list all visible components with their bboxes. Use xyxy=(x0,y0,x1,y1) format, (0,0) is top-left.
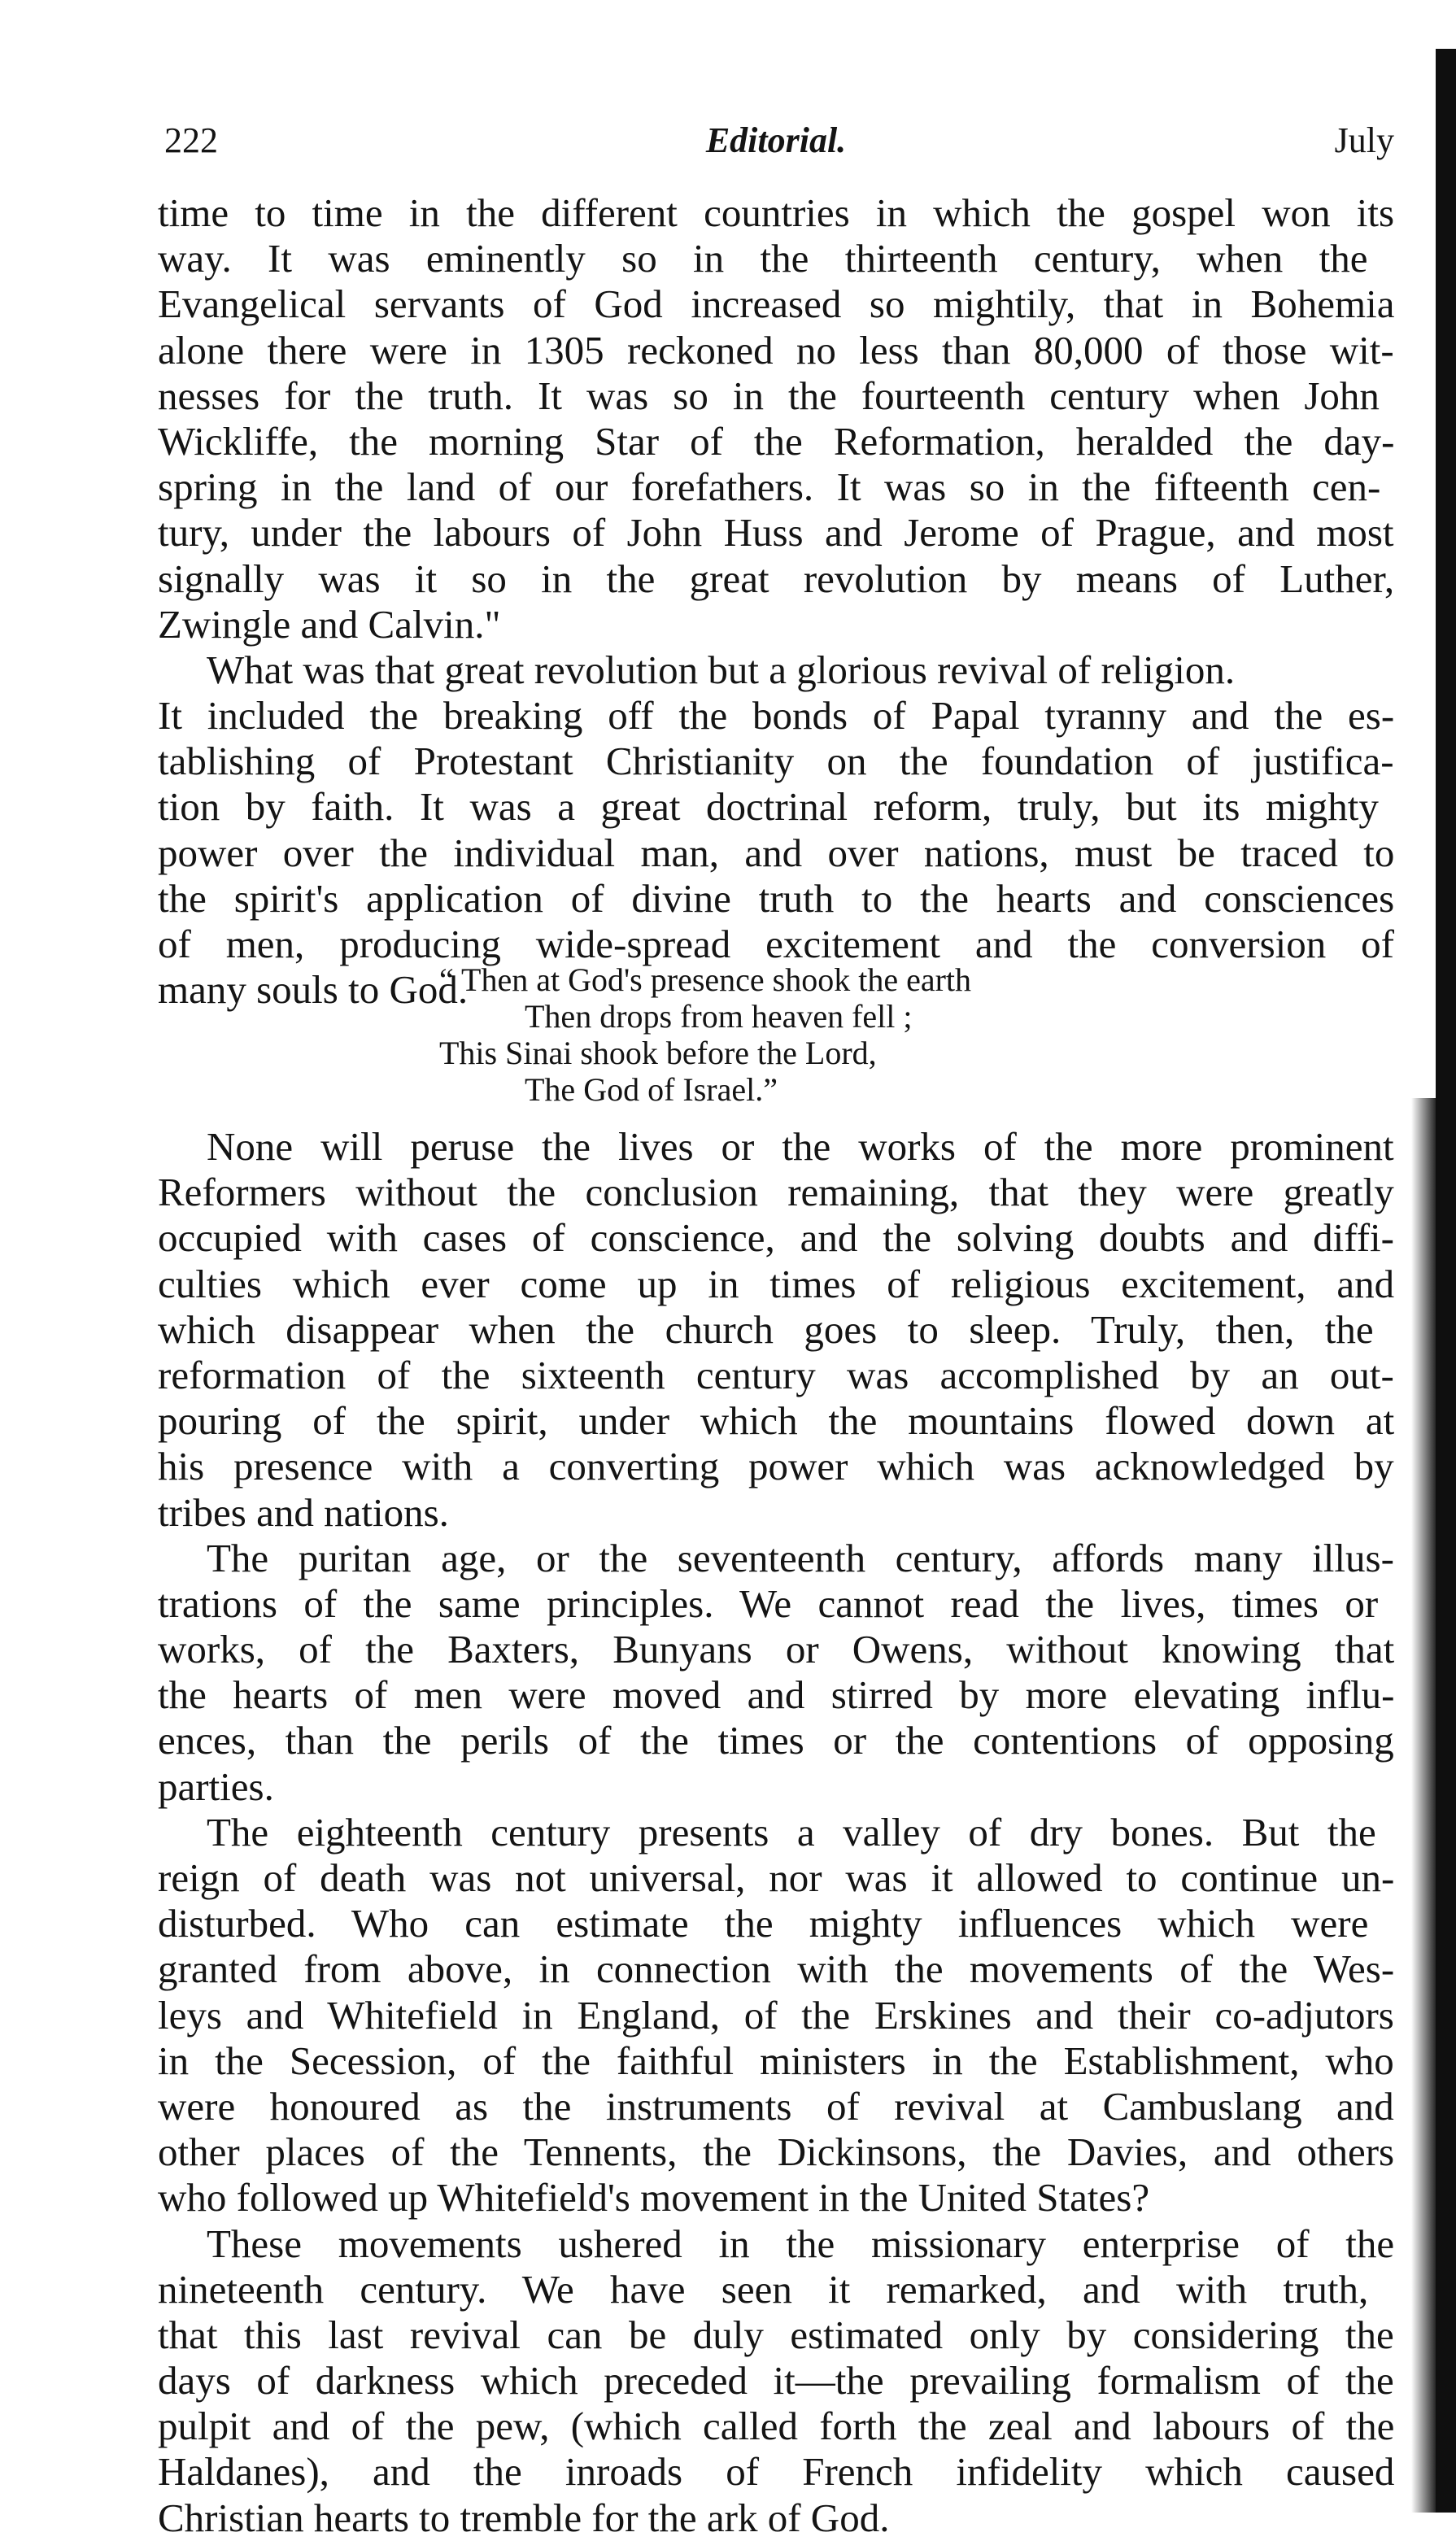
text-line: time to time in the different countries in which the gospel won its xyxy=(158,190,1395,235)
page-number: 222 xyxy=(164,120,218,160)
text-line: tury, under the labours of John Huss and Jerome of Prague, and most xyxy=(158,510,1394,556)
text-line: disturbed. Who can estimate the mighty influences which were xyxy=(158,1901,1369,1946)
page-edge-shadow xyxy=(1411,1098,1436,2513)
text-line: tribes and nations. xyxy=(158,1489,449,1535)
body-text xyxy=(158,190,1394,1013)
text-line: way. It was eminently so in the thirteenth century, when the xyxy=(158,236,1368,281)
paragraph-3 xyxy=(158,1124,1394,1536)
paragraph-2 xyxy=(158,647,1394,693)
text-line: who followed up Whitefield's movement in the United States? xyxy=(158,2175,1150,2221)
verse-line: The God of Israel.” xyxy=(525,1071,778,1108)
text-line: were honoured as the instruments of revival at Cambuslang and xyxy=(158,2083,1394,2129)
text-line: culties which ever come up in times of religious excitement, and xyxy=(158,1261,1395,1306)
text-line: Christian hearts to tremble for the ark of God. xyxy=(158,2495,890,2540)
text-line: alone there were in 1305 reckoned no less than 80,000 of those wit- xyxy=(158,327,1394,373)
text-line: These movements ushered in the missionary enterprise of the xyxy=(207,2221,1395,2266)
text-line: The eighteenth century presents a valley of dry bones. But the xyxy=(207,1809,1376,1855)
text-line: Zwingle and Calvin." xyxy=(158,601,501,647)
text-line: that this last revival can be duly estimated only by considering the xyxy=(158,2312,1394,2357)
text-line: tion by faith. It was a great doctrinal reform, truly, but its mighty xyxy=(158,784,1379,830)
text-line: pouring of the spirit, under which the mountains flowed down at xyxy=(158,1398,1395,1444)
text-line: What was that great revolution but a glorious revival of religion. xyxy=(207,647,1236,692)
text-line: power over the individual man, and over nations, must be traced to xyxy=(158,830,1395,875)
text-line: his presence with a converting power which was acknowledged by xyxy=(158,1444,1394,1489)
text-line: the hearts of men were moved and stirred by more elevating influ- xyxy=(158,1672,1395,1718)
verse-line: Then drops from heaven fell ; xyxy=(525,998,913,1035)
text-line: granted from above, in connection with the movements of the Wes- xyxy=(158,1946,1395,1992)
text-line: days of darkness which preceded it—the prevailing formalism of the xyxy=(158,2358,1394,2404)
text-line: reformation of the sixteenth century was accomplished by an out- xyxy=(158,1352,1394,1397)
verse-quotation xyxy=(439,961,1171,1108)
paragraph-4 xyxy=(158,1536,1394,1810)
text-line: reign of death was not universal, nor was it allowed to continue un- xyxy=(158,1855,1395,1900)
running-header xyxy=(158,112,1394,169)
text-line: nesses for the truth. It was so in the fourteenth century when John xyxy=(158,373,1380,418)
body-text-continued xyxy=(158,1124,1394,2541)
paragraph-5 xyxy=(158,1810,1394,2221)
text-line: occupied with cases of conscience, and the solving doubts and diffi- xyxy=(158,1215,1394,1261)
text-line: ences, than the perils of the times or the contentions of opposing xyxy=(158,1718,1394,1763)
verse-line: This Sinai shook before the Lord, xyxy=(439,1035,877,1071)
text-line: nineteenth century. We have seen it remarked, and with truth, xyxy=(158,2266,1369,2312)
text-line: The puritan age, or the seventeenth century, affords many illus- xyxy=(207,1535,1394,1580)
text-line: It included the breaking off the bonds of Papal tyranny and the es- xyxy=(158,693,1395,739)
text-line: trations of the same principles. We cannot read the lives, times or xyxy=(158,1580,1379,1626)
text-line: tablishing of Protestant Christianity on the foundation of justifica- xyxy=(158,739,1394,784)
text-line: Reformers without the conclusion remaining, that they were greatly xyxy=(158,1170,1394,1215)
text-line: other places of the Tennents, the Dickinsons, the Davies, and others xyxy=(158,2129,1395,2175)
text-line: of men, producing wide-spread excitement and the conversion of xyxy=(158,922,1394,966)
page-edge-binding xyxy=(1436,49,1456,2513)
paragraph-1 xyxy=(158,190,1394,647)
text-line: in the Secession, of the faithful ministers in the Establishment, who xyxy=(158,2038,1394,2083)
text-line: Haldanes), and the inroads of French infidelity which caused xyxy=(158,2449,1395,2495)
text-line: works, of the Baxters, Bunyans or Owens, without knowing that xyxy=(158,1627,1395,1672)
verse-line: “ Then at God's presence shook the earth xyxy=(439,961,972,998)
text-line: Wickliffe, the morning Star of the Reformation, heralded the day- xyxy=(158,418,1395,464)
text-line: None will peruse the lives or the works of the more prominent xyxy=(207,1124,1394,1169)
paragraph-6 xyxy=(158,2221,1394,2541)
text-line: signally was it so in the great revolution by means of Luther, xyxy=(158,556,1395,601)
running-title: Editorial. xyxy=(705,120,847,160)
header-month: July xyxy=(1334,120,1394,160)
text-line: Evangelical servants of God increased so mightily, that in Bohemia xyxy=(158,281,1395,327)
text-line: which disappear when the church goes to sleep. Truly, then, the xyxy=(158,1306,1374,1352)
text-line: parties. xyxy=(158,1763,274,1809)
text-line: spring in the land of our forefathers. It was so in the fifteenth cen- xyxy=(158,464,1381,510)
text-line: the spirit's application of divine truth to the hearts and consciences xyxy=(158,875,1395,921)
text-line: leys and Whitefield in England, of the Erskines and their co-adjutors xyxy=(158,1992,1394,2038)
text-line: many souls to God. xyxy=(158,967,469,1013)
text-line: pulpit and of the pew, (which called forth the zeal and labours of the xyxy=(158,2404,1395,2449)
